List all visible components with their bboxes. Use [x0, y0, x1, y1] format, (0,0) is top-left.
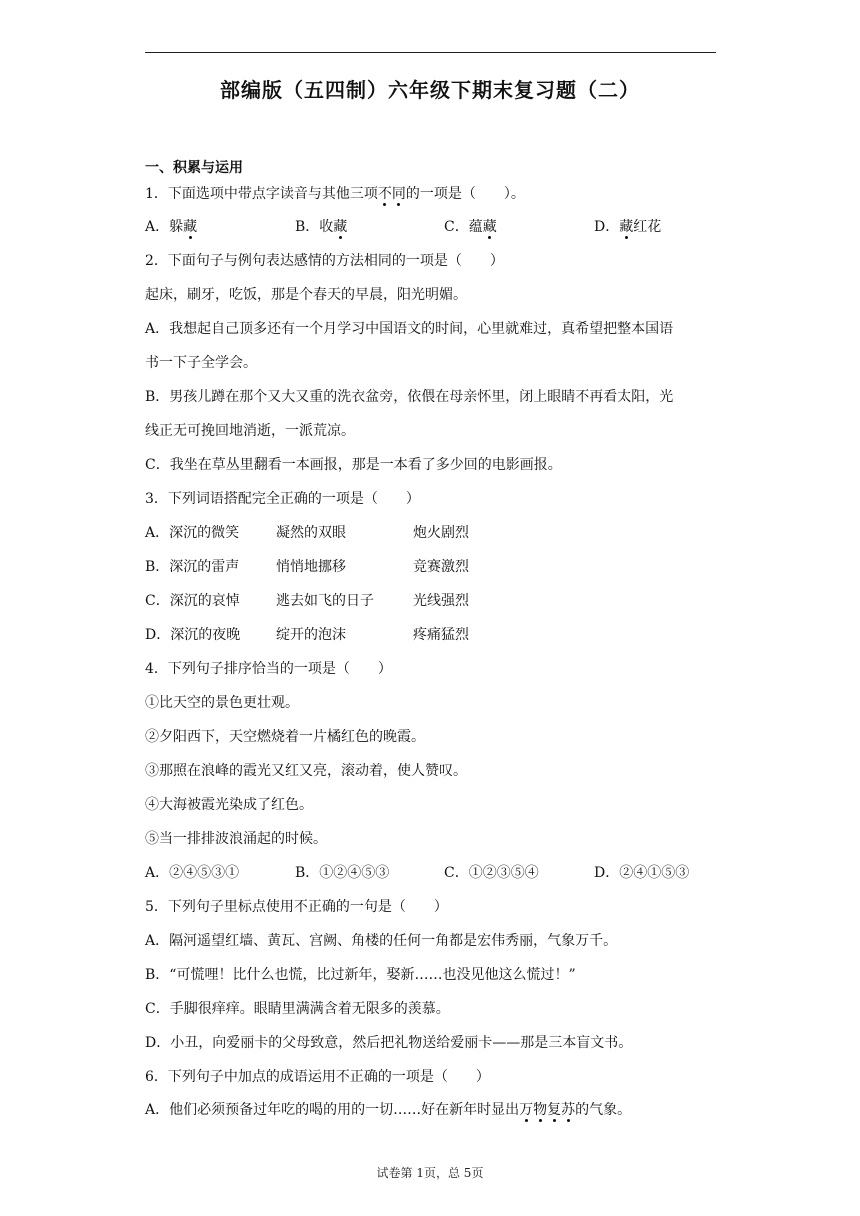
dotted-char: 万 — [519, 1102, 534, 1118]
option-text: 红花 — [633, 219, 662, 235]
q2-option-b-line2: 线正无可挽回地消逝，一派荒凉。 — [145, 423, 355, 439]
q3-option-d-col3: 疼痛猛烈 — [413, 627, 469, 643]
q3-option-c-col2: 逃去如飞的日子 — [276, 593, 374, 609]
option-text: A．他们必须预备过年吃的喝的用的一切……好在新年时显出 — [145, 1102, 520, 1118]
q6-stem: 6．下列句子中加点的成语运用不正确的一项是（ ） — [145, 1069, 490, 1085]
q2-option-a-line1: A．我想起自己顶多还有一个月学习中国语文的时间，心里就难过，真希望把整本国语 — [145, 321, 674, 337]
q3-option-c-col1: C．深沉的哀悼 — [145, 593, 240, 609]
q3-option-a-col2: 凝然的双眼 — [276, 525, 346, 541]
q1-option-d — [594, 217, 661, 237]
header-rule — [145, 52, 716, 53]
dotted-char: 苏 — [561, 1102, 576, 1118]
option-text: A．躲 — [145, 219, 184, 235]
option-text: C．蕴 — [444, 219, 483, 235]
dotted-char: 藏 — [619, 219, 634, 235]
q5-option-c: C．手脚很痒痒。眼睛里满满含着无限多的羡慕。 — [145, 1001, 450, 1017]
option-text: B．收 — [295, 219, 334, 235]
dotted-char: 不 — [377, 186, 392, 202]
option-text: 的气象。 — [575, 1102, 632, 1118]
dotted-char: 同 — [391, 186, 406, 202]
q3-stem: 3．下列词语搭配完全正确的一项是（ ） — [145, 491, 420, 507]
q1-option-a — [145, 217, 197, 237]
q2-option-a-line2: 书一下子全学会。 — [145, 355, 257, 371]
dotted-char: 物 — [533, 1102, 548, 1118]
q2-example: 起床，刷牙，吃饭，那是个春天的早晨，阳光明媚。 — [145, 287, 467, 303]
page-title: 部编版（五四制）六年级下期末复习题（二） — [220, 78, 640, 102]
q1-option-c — [444, 217, 497, 237]
q3-option-a-col1: A．深沉的微笑 — [145, 525, 240, 541]
q4-option-b: B．①②④⑤③ — [295, 865, 390, 881]
q5-option-a: A．隔河遥望红墙、黄瓦、宫阙、角楼的任何一角都是宏伟秀丽，气象万千。 — [145, 933, 618, 949]
q2-option-c: C．我坐在草丛里翻看一本画报，那是一本看了多少回的电影画报。 — [145, 457, 562, 473]
q4-sentence-5: ⑤当一排排波浪涌起的时候。 — [145, 831, 327, 847]
q4-option-a: A．②④⑤③① — [145, 865, 240, 881]
dotted-char: 藏 — [183, 219, 198, 235]
option-text: D． — [594, 219, 620, 235]
q1-stem-text: 的一项是（ ）。 — [405, 186, 525, 202]
q2-option-b-line1: B．男孩儿蹲在那个又大又重的洗衣盆旁，依偎在母亲怀里，闭上眼睛不再看太阳，光 — [145, 389, 674, 405]
q4-sentence-4: ④大海被霞光染成了红色。 — [145, 797, 313, 813]
q4-sentence-3: ③那照在浪峰的霞光又红又亮，滚动着，使人赞叹。 — [145, 763, 467, 779]
q5-stem: 5．下列句子里标点使用不正确的一句是（ ） — [145, 899, 448, 915]
q1-stem-text: 1．下面选项中带点字读音与其他三项 — [145, 186, 378, 202]
q4-sentence-2: ②夕阳西下，天空燃烧着一片橘红色的晚霞。 — [145, 729, 425, 745]
q6-option-a — [145, 1100, 631, 1120]
q3-option-b-col1: B．深沉的雷声 — [145, 559, 240, 575]
q2-stem: 2．下面句子与例句表达感情的方法相同的一项是（ ） — [145, 253, 504, 269]
q5-option-d: D．小丑，向爱丽卡的父母致意，然后把礼物送给爱丽卡——那是三本盲文书。 — [145, 1035, 633, 1051]
dotted-char: 藏 — [482, 219, 497, 235]
q3-option-d-col1: D．深沉的夜晚 — [145, 627, 241, 643]
q4-stem: 4．下列句子排序恰当的一项是（ ） — [145, 661, 392, 677]
page-footer: 试卷第 1页，总 5页 — [376, 1166, 484, 1180]
q3-option-c-col3: 光线强烈 — [413, 593, 469, 609]
q1-stem — [145, 184, 525, 204]
q4-option-d: D．②④①⑤③ — [594, 865, 690, 881]
dotted-char: 藏 — [333, 219, 348, 235]
q1-option-b — [295, 217, 347, 237]
q4-sentence-1: ①比天空的景色更壮观。 — [145, 695, 299, 711]
q3-option-b-col3: 竞赛激烈 — [413, 559, 469, 575]
q3-option-d-col2: 绽开的泡沫 — [276, 627, 346, 643]
dotted-char: 复 — [547, 1102, 562, 1118]
q3-option-b-col2: 悄悄地挪移 — [276, 559, 346, 575]
q3-option-a-col3: 炮火剧烈 — [413, 525, 469, 541]
section-heading-1: 一、积累与运用 — [145, 160, 243, 176]
q5-option-b: B．“可慌哩！比什么也慌，比过新年，娶新……也没见他这么慌过！” — [145, 967, 576, 983]
q4-option-c: C．①②③⑤④ — [444, 865, 539, 881]
